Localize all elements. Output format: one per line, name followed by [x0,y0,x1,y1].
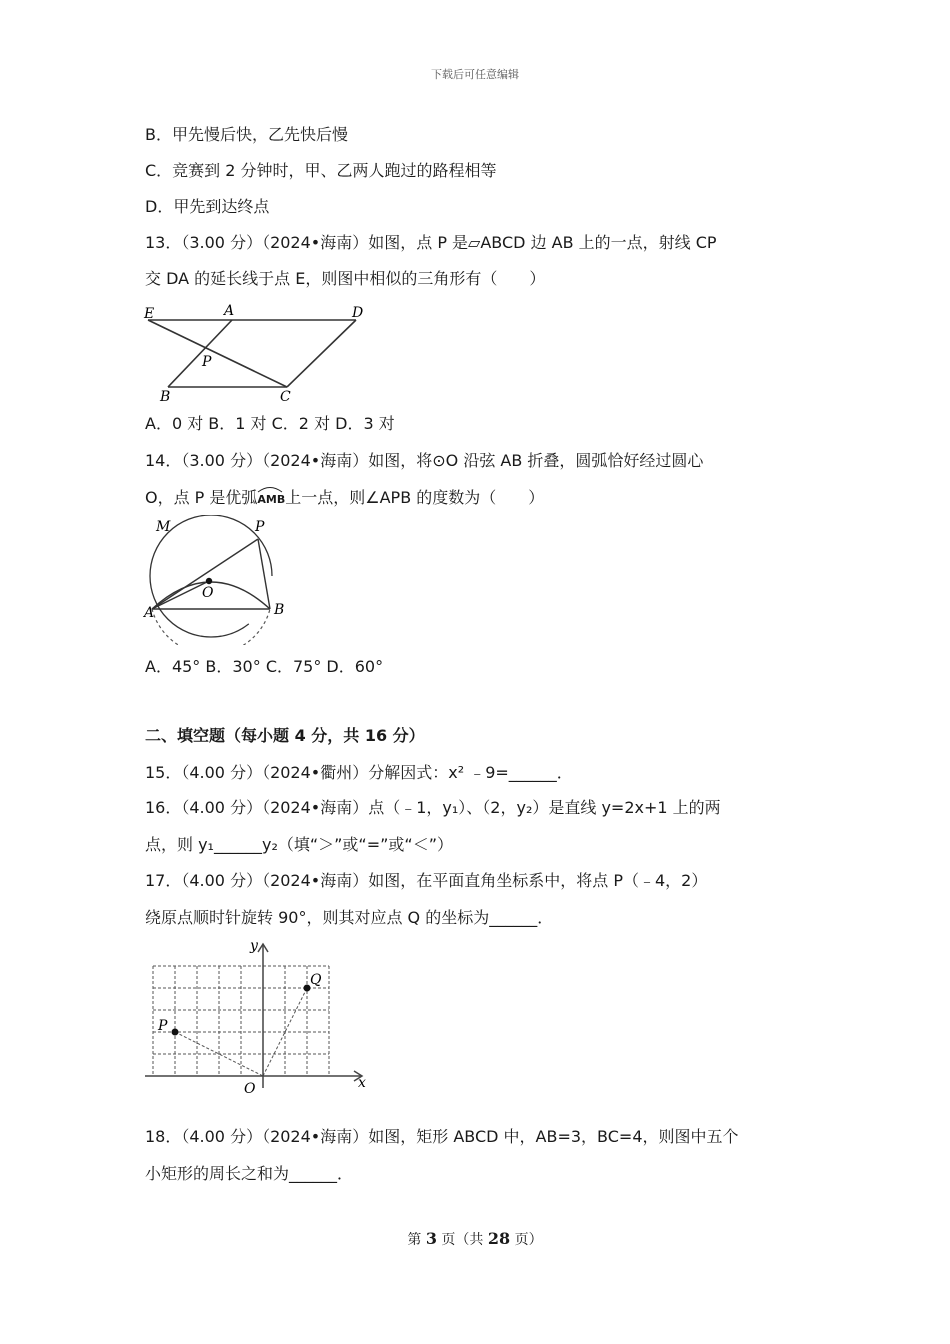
option-c-line: C．竞赛到 2 分钟时，甲、乙两人跑过的路程相等 [145,161,497,180]
question-13-line-1: 13．（3.00 分）（2024•海南）如图，点 P 是▱ABCD 边 AB 上的一点，射线 CP [145,233,717,252]
question-14-options: A．45° B．30° C．75° D．60° [145,657,384,676]
footer-middle: 页（共 [436,1232,488,1248]
question-15: 15．（4.00 分）（2024•衢州）分解因式：x² ﹣9=______． [145,763,573,782]
footer-suffix: 页） [510,1232,543,1248]
question-18-line-2: 小矩形的周长之和为______． [145,1164,354,1183]
label-x: x [358,1075,366,1091]
figure-13-parallelogram [140,300,380,405]
question-13-line-2: 交 DA 的延长线于点 E，则图中相似的三角形有（ ） [145,269,546,288]
question-14-suffix: 上一点，则∠APB 的度数为（ ） [285,488,545,507]
label-m: M [156,519,171,535]
label-q: Q [310,972,322,988]
label-p: P [202,354,212,370]
label-d: D [352,305,364,321]
figure-17-coordinate-grid [140,938,370,1098]
label-o: O [244,1081,256,1097]
question-16-line-1: 16．（4.00 分）（2024•海南）点（﹣1，y₁）、（2，y₂）是直线 y=2x+1 上的两 [145,798,721,817]
label-o: O [202,585,214,601]
label-a: A [224,303,235,319]
page-footer [0,1229,950,1249]
option-b-line: B．甲先慢后快，乙先快后慢 [145,125,348,144]
arc-amb-text: AMB [257,493,286,506]
question-14-prefix: O，点 P 是优弧 [145,488,258,507]
option-d-line: D．甲先到达终点 [145,197,270,216]
footer-prefix: 第 [407,1232,426,1248]
label-p: P [158,1018,168,1034]
label-b: B [274,602,285,618]
label-b: B [160,389,171,405]
arc-amb-label [257,487,285,511]
question-14-line-2 [145,487,544,511]
question-17-line-2: 绕原点顺时针旋转 90°，则其对应点 Q 的坐标为______． [145,908,554,927]
label-a: A [144,605,155,621]
label-c: C [280,389,291,405]
footer-page-number: 3 [425,1229,437,1248]
question-18-line-1: 18．（4.00 分）（2024•海南）如图，矩形 ABCD 中，AB=3，BC=4，则图中五个 [145,1127,739,1146]
footer-total-pages: 28 [487,1229,511,1248]
label-p: P [255,519,265,535]
question-16-line-2: 点，则 y₁______y₂（填“＞”或“=”或“＜”） [145,835,453,854]
section-2-heading: 二、填空题（每小题 4 分，共 16 分） [145,726,425,745]
label-e: E [144,306,155,322]
label-y: y [250,938,258,954]
question-13-options: A．0 对 B．1 对 C．2 对 D．3 对 [145,414,395,433]
question-14-line-1: 14．（3.00 分）（2024•海南）如图，将⊙O 沿弦 AB 折叠，圆弧恰好经过圆心 [145,451,704,470]
page-header: 下载后可任意编辑 [431,68,519,81]
figure-14-circle [140,515,300,645]
question-17-line-1: 17．（4.00 分）（2024•海南）如图，在平面直角坐标系中，将点 P（﹣4，2） [145,871,708,890]
